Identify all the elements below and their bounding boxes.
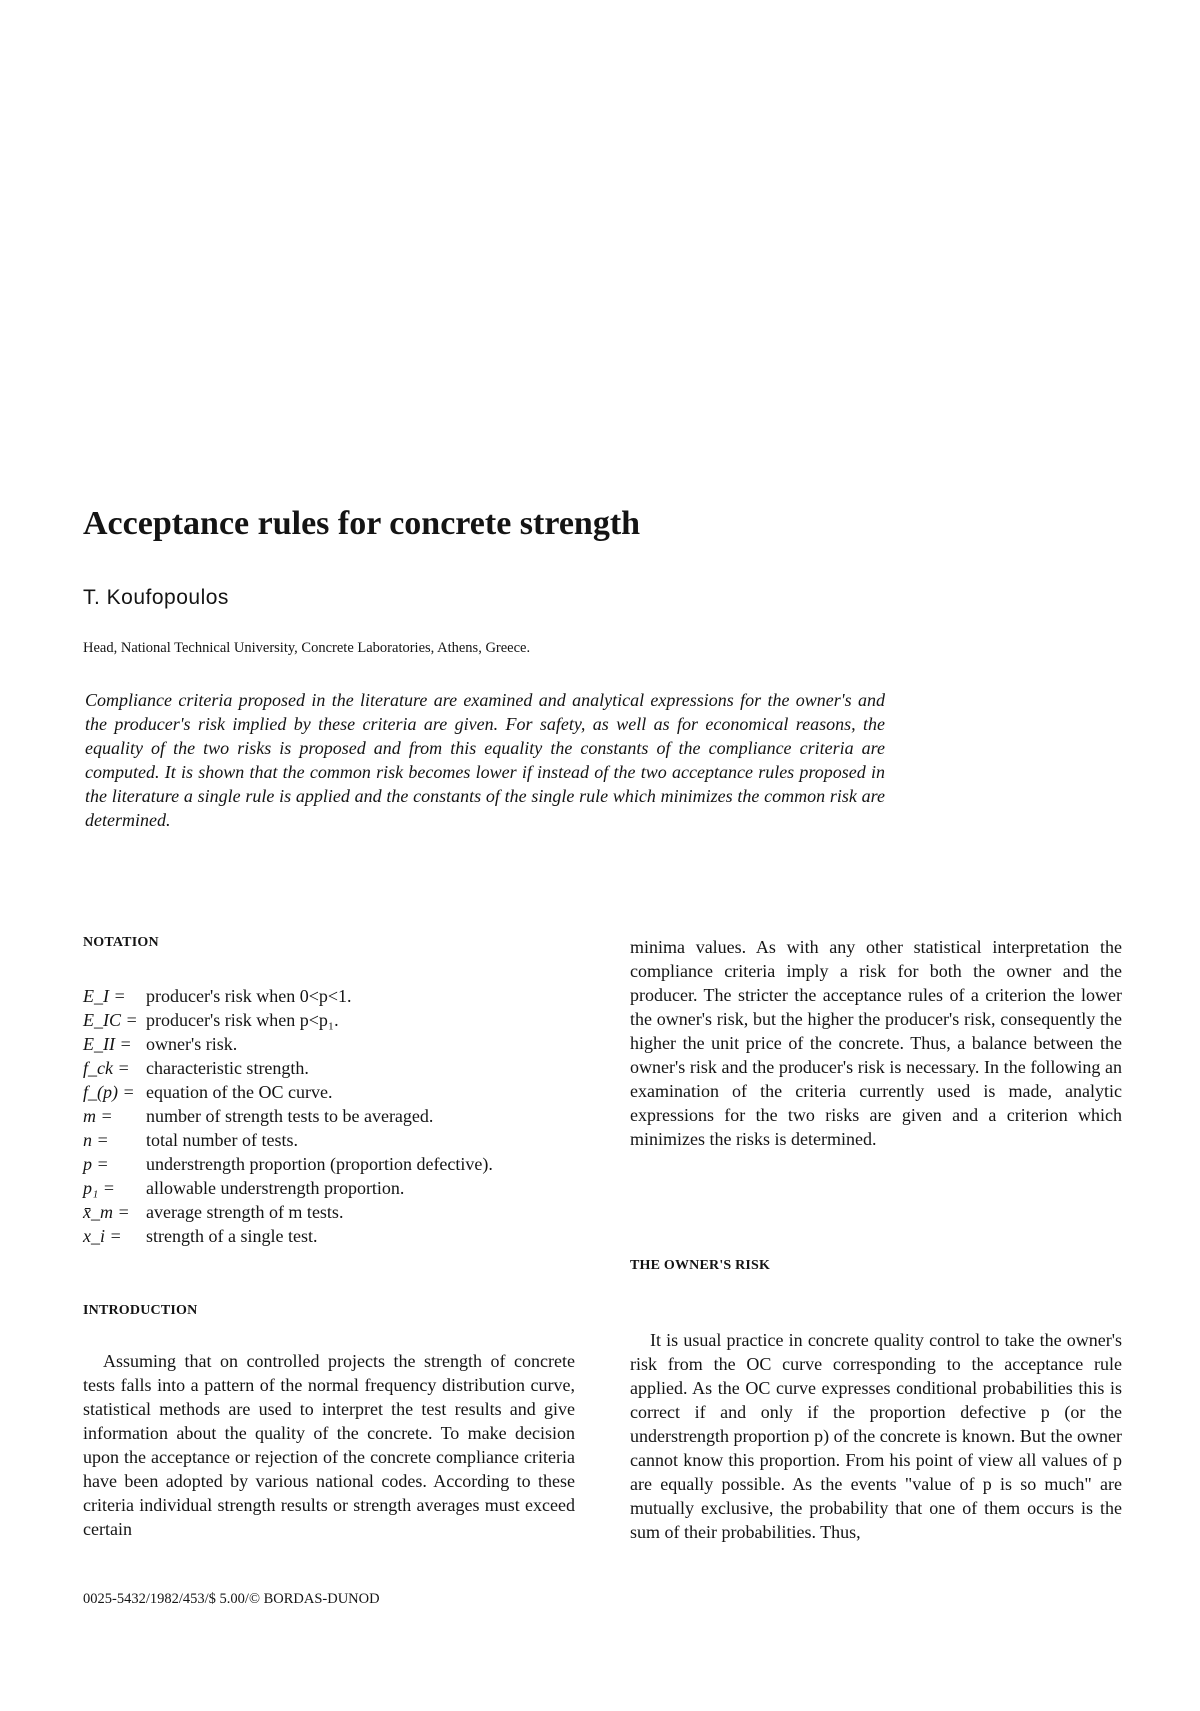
notation-definition: strength of a single test. xyxy=(146,1226,318,1246)
notation-definition: producer's risk when 0<p<1. xyxy=(146,986,352,1006)
notation-definition: understrength proportion (proportion defective). xyxy=(146,1154,493,1174)
notation-symbol: m = xyxy=(83,1106,113,1126)
notation-definition: characteristic strength. xyxy=(146,1058,309,1078)
notation-item xyxy=(83,1056,493,1080)
notation-definition: average strength of m tests. xyxy=(146,1202,344,1222)
notation-item xyxy=(83,1176,493,1200)
notation-item xyxy=(83,984,493,1008)
owners-risk-heading: THE OWNER'S RISK xyxy=(630,1258,771,1273)
notation-symbol: p = xyxy=(83,1154,109,1174)
notation-list xyxy=(83,984,493,1248)
author-name: T. Koufopoulos xyxy=(83,586,229,609)
abstract: Compliance criteria proposed in the literature are examined and analytical expressions for the owner's and the producer's risk implied by these criteria are given. For safety, as well as for economical reasons, the equality of the two risks is proposed and from this equality the constants of the compliance criteria are computed. It is shown that the common risk becomes lower if instead of the two acceptance rules proposed in the literature a single rule is applied and the constants of the single rule which minimizes the common risk are determined. xyxy=(85,690,885,830)
notation-symbol: f_(p) = xyxy=(83,1082,135,1102)
author-affiliation: Head, National Technical University, Concrete Laboratories, Athens, Greece. xyxy=(83,640,531,656)
notation-item xyxy=(83,1128,493,1152)
notation-symbol: x̄_m = xyxy=(83,1202,130,1222)
notation-symbol: E_I = xyxy=(83,986,126,1006)
notation-item xyxy=(83,1104,493,1128)
notation-symbol: n = xyxy=(83,1130,109,1150)
notation-item xyxy=(83,1008,493,1032)
notation-symbol: x_i = xyxy=(83,1226,122,1246)
notation-definition: equation of the OC curve. xyxy=(146,1082,333,1102)
notation-symbol: p₁ = xyxy=(83,1178,115,1198)
notation-item xyxy=(83,1200,493,1224)
notation-definition: total number of tests. xyxy=(146,1130,298,1150)
introduction-text: Assuming that on controlled projects the strength of concrete tests falls into a pattern of the normal frequency distribution curve, statistical methods are used to interpret the test results and give information about the quality of the concrete. To make decision upon the acceptance or rejection of the concrete compliance criteria have been adopted by various national codes. According to these criteria individual strength results or strength averages must exceed certain xyxy=(83,1351,575,1539)
introduction-continuation: minima values. As with any other statistical interpretation the compliance criteria imply a risk for both the owner and the producer. The stricter the acceptance rules of a criterion the lower the owner's risk, but the higher the producer's risk, consequently the higher the unit price of the concrete. Thus, a balance between the owner's risk and the producer's risk is necessary. In the following an examination of the criteria currently used is made, analytic expressions for the two risks are given and a criterion which minimizes the risks is determined. xyxy=(630,937,1122,1149)
footer-code: 0025-5432/1982/453/$ 5.00/© BORDAS-DUNOD xyxy=(83,1591,380,1607)
notation-item xyxy=(83,1032,493,1056)
notation-symbol: E_II = xyxy=(83,1034,132,1054)
notation-definition: owner's risk. xyxy=(146,1034,238,1054)
notation-definition: allowable understrength proportion. xyxy=(146,1178,405,1198)
notation-symbol: E_IC = xyxy=(83,1010,138,1030)
notation-definition: producer's risk when p<p₁. xyxy=(146,1010,339,1030)
notation-heading: NOTATION xyxy=(83,935,159,950)
paper-title: Acceptance rules for concrete strength xyxy=(83,505,641,542)
notation-definition: number of strength tests to be averaged. xyxy=(146,1106,434,1126)
notation-item xyxy=(83,1152,493,1176)
notation-symbol: f_ck = xyxy=(83,1058,130,1078)
notation-item xyxy=(83,1080,493,1104)
introduction-heading: INTRODUCTION xyxy=(83,1303,198,1318)
notation-item xyxy=(83,1224,493,1248)
owners-risk-text: It is usual practice in concrete quality control to take the owner's risk from the OC curve corresponding to the acceptance rule applied. As the OC curve expresses conditional probabilities this is correct if and only if the proportion defective p (or the understrength proportion p) of the concrete is known. But the owner cannot know this proportion. From his point of view all values of p are equally possible. As the events "value of p is so much" are mutually exclusive, the probability that one of them occurs is the sum of their probabilities. Thus, xyxy=(630,1330,1122,1542)
left-column xyxy=(83,935,575,1539)
